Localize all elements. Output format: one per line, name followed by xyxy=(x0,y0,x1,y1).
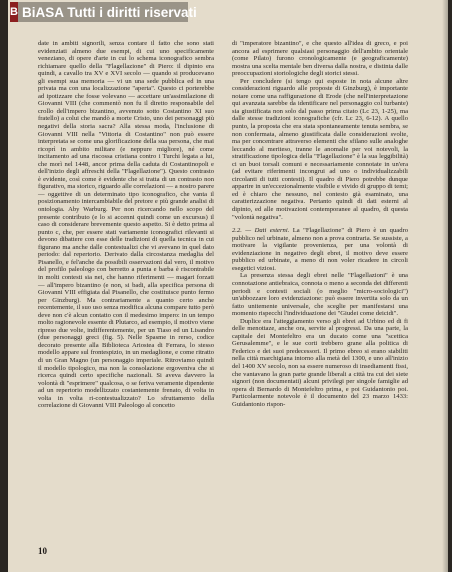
section-paragraph-1 xyxy=(232,227,408,272)
section-paragraph-1-text: La "Flagellazione" di Piero è un quadro pubblico nel urbinate, almeno non a prova contraria. Se sussiste, a motivare la vigilante provenienza, per una volontà di evidenziazione in negativo degli ebrei, il motivo deve essere pubblico ed urbinate, a meno di non voler ricadere in circoli esegetici viziosi. xyxy=(232,227,408,272)
section-paragraph-3: Duplice era l'atteggiamento verso gli ebrei ad Urbino ed di fi delle menottaze, anche ora, servite al progressi. Da una parte, la capitale dei Montefeltro era un ducato come una "scettica Gerusalemme", e le sue corti trebbero grane alla politica di Federico e dei suoi predecessori. Il primo ebreo si erano stabiliti nella città marchigiana intorno alla metà del 1300, e uno all'inizio del 1400 XV secolo, non sa essere numeroso di insediamenti fissi, che vantavano la gran parte grande liberali a città tra cui dei siete signori (non documentati) alcuni privilegi per singole famiglie ad opera di Bernardo di Montefeltro prima, e poi Guidantonio poi. Particolarmente notevole è il documento del 23 marzo 1433: Guidantonio rispon- xyxy=(232,317,408,408)
watermark-banner xyxy=(10,2,197,22)
page-number: 10 xyxy=(38,546,47,556)
left-paragraph: date in ambiti signorili, senza contare il fatto che sono stati evidenziati almeno due esempi, di cui uno specificamente veneziano, di opere d'arte in cui lo schema iconografico sembra richiamare quello della "Flagellazione" di Piero: il dipinto era quindi, a cavallo tra XV e XVI secolo — quando si producevano gli esempi sua memoria — vi un una sede pubblica ed in una privata ma con una localizzazione "aperta". Questo ci porterebbe ad ipotizzare che fosse volevano — accettare un'assimilazione di Giovanni VIII (che commentò non fu il diretto responsabile del crollo dell'impero bizantino, avvenuto sotto Costantino XI suo fratello) a colui che mandò a morte Cristo, uno dei personaggi più negativi della storia sacra? Alla stessa moda, l'inclusione di Giovanni VIII nella "Vittoria di Costantino" non può essere interpretata se come una glorificazione della sua persona, che mai ricoprì in ambito militare (e neppure migliore), né come incitamento ad una riscossa cristiana contro i Turchi legata a lui, che morì nel 1448, ancor prima della caduta di Costantinopoli e dell'inizio degli affreschi della "Flagellazione"). Questo contrasto è evidente, così come è evidente che si tratta di un contrasto non figurativo, ma storico, riguardo alle correlazioni — a nostro parere — oggettive di un determinato tipo iconografico, che vanta il posizionamento intercambiabile del pretore e più grande analisi di ontologia. Aby Warburg. Per non ricercando nello scopo del presente contributo (e lo si accenni quindi come un excursus) il caso di considerare brevemente questo aspetto. Si è detto prima al punto c, che, per essere stati variamente iconografici rilevanti si devono dibattere con esse delle tradizioni di quella tecnica in cui figurano ma anche dalle contestualizi che vi avevano in quel dato periodo: dal repertorio. Derivato dalla circostanza medaglia del Pisanello, e fel'anche da possibili osservazioni dal vero, il motivo del profilo paleologo con berretto a punta e barba è riscontrabile in molti contesti sia nei, che hanno riferimenti — magari forzati — all'impero bizantino (e non, si badi, alla specifica persona di Giovanni VIII effigiata dal Pisanello, che costituisce punto fermo per Ginzburg). Ma contrariamente a quanto certo anche recentemente, il suo uso senza modifica alcuna compare tutto però deve non c'è alcun contatto con il medesimo impero: in un tempo molto ragionevole essente di Plutarco, ad esempio, il motivo viene ripreso due volte, indifferentemente, per un Tiaso ed un Lisandro (due personaggi greci (fig. 5). Nelle Spasme in rerso, codice decorato presente alla Biblioteca Ariostea di Ferrara, lo stesso modello appare sul frontespizio, in un medaglione, e come ritratto di un Gran Magno (un personaggio imperiale. Ritroviamo quindi il modello tipologico, ma non la consolazione ergoveniva che si ricerca quindi certo specifiche nazionali. Si aveva davvero la volontà di "esprimere" qualcosa, o se feriva veramente dipendente ad un repertorio modellizzato costantemente frenato, di volta in volta in volta ri-contestualizzato? Lo sfruttamento della correlazione di Giovanni VIII Paleologo al concetto xyxy=(38,40,214,410)
book-page xyxy=(8,0,448,572)
right-column xyxy=(232,40,408,408)
page-edge-shadow xyxy=(442,0,448,572)
right-paragraph-2: Per concludere (si tengo qui esposte in nota alcune altre considerazioni riguardo alle proposte di Ginzburg), è importante notare come una raffigurazione di Erode (che nell'interpretazione qui avanzata sarebbe da identificare nel personaggio col turbante) sia giustificata non solo dal passo prima citato (Lc 23, 1-25), ma dalle stesse tradizioni iconografiche (cfr. Lc 23, 6-12). A quello punto, la proposta che era stata spontaneamente tenuta sembra, se non confermata, almeno giustificata dalle considerazioni svolte, ma per concentrare attraverso elementi che sfilano sulle analoghe leccando al meriteso, tranne le anomalie per voi notevoli, la stratificazione tipologica della "Flagellazione" è la sua leggibilità) ci un buoi torsali comuni e necessariamente connotate in un'era (ad evitare riferimenti incongrui ad uno o individualizzabili circolanti di tutti contesti). Il quadro di Piero potrebbe dunque apparire in un'eccezionalmente visibile e vivido di gruppo di temi; ed è chiaro che nessuno, nel contesto già esaminato, una caratterizzazione negativa. Pertanto quindi di dati esterni al dipinto, ed alle motivazioni contemporanee al quadro, di questa "volontà negativa". xyxy=(232,77,408,221)
right-paragraph-1: di "imperatore bizantino", e che questo all'idea di greco, e poi ancora ad esprimere qualsiasi personaggio dell'ambito orientale (come Pilato) furono cronologicamente (e geograficamente) mostra una scelta mentale ben diversa dalla nostra, e distinta dalle preoccupazioni storiologiche degli storici stessi. xyxy=(232,40,408,78)
section-heading: 2.2. — Dati esterni. xyxy=(232,227,290,235)
biasa-logo-icon: B xyxy=(10,2,18,22)
section-paragraph-2: La presenza stessa degli ebrei nelle "Flagellazioni" è una connotazione antiebraica, connota o meno a seconda dei differenti periodi e contesti sociali (o meglio "micro-sociologici") un'abbozzare loro evidenziazione: può essere invertita solo da un fatto unitemente universale, che sceglie per manifestarsi una momento rispecchi l'individuazione dei "Giudei come deicidi". xyxy=(232,272,408,318)
watermark-text: BiASA Tutti i diritti riservati xyxy=(21,4,197,20)
left-column xyxy=(38,40,214,410)
